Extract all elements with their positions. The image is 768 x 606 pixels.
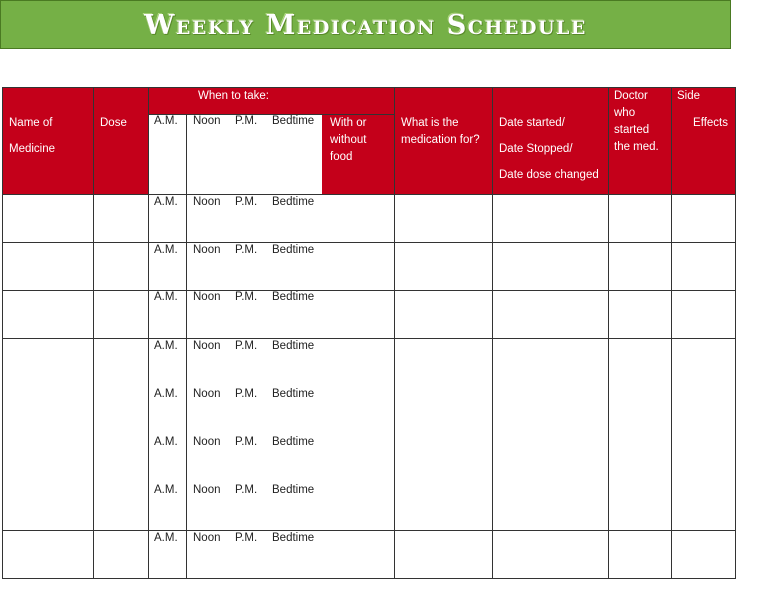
header-dates-line-1: Date started/	[499, 117, 565, 129]
header-when-to-take: When to take:	[198, 90, 269, 102]
time-label-noon: Noon	[193, 484, 221, 496]
header-background-when	[148, 87, 394, 114]
time-label-bedtime: Bedtime	[272, 291, 315, 303]
row-separator	[2, 194, 735, 195]
time-label-am: A.M.	[154, 340, 178, 352]
table-bottom-border	[2, 578, 736, 579]
row-separator	[2, 530, 735, 531]
time-label-bedtime: Bedtime	[272, 196, 315, 208]
column-separator	[671, 87, 672, 578]
time-label-am: A.M.	[154, 532, 178, 544]
time-label-am: A.M.	[154, 388, 178, 400]
row-separator	[2, 242, 735, 243]
time-label-noon: Noon	[193, 291, 221, 303]
header-dates-line-2: Date Stopped/	[499, 143, 573, 155]
header-doctor-line-4: the med.	[614, 141, 659, 153]
header-doctor-line-2: who	[614, 107, 636, 119]
table-top-border	[2, 87, 735, 88]
header-what-is-medication-for	[401, 115, 480, 149]
time-label-bedtime: Bedtime	[272, 388, 315, 400]
column-separator	[93, 87, 94, 578]
time-label-am: A.M.	[154, 291, 178, 303]
time-label-pm: P.M.	[235, 436, 258, 448]
column-separator	[492, 87, 493, 578]
header-subrow-line	[148, 114, 394, 115]
header-doctor-line-1: Doctor	[614, 90, 648, 102]
header-dates	[499, 115, 599, 184]
header-food-line-1: With or	[330, 117, 367, 129]
time-label-pm: P.M.	[235, 532, 258, 544]
time-label-am: A.M.	[154, 436, 178, 448]
time-label-am: A.M.	[154, 196, 178, 208]
header-time-am: A.M.	[154, 115, 178, 127]
time-label-pm: P.M.	[235, 484, 258, 496]
row-separator	[2, 338, 735, 339]
header-food-line-2: without	[330, 134, 367, 146]
time-label-bedtime: Bedtime	[272, 340, 315, 352]
header-name-line-2: Medicine	[9, 143, 56, 155]
column-separator	[394, 87, 395, 578]
header-time-noon: Noon	[193, 115, 221, 127]
column-separator-am	[186, 114, 187, 578]
time-label-noon: Noon	[193, 244, 221, 256]
time-label-noon: Noon	[193, 532, 221, 544]
time-label-pm: P.M.	[235, 291, 258, 303]
header-what-for-line-1: What is the	[401, 117, 459, 129]
header-dose: Dose	[100, 117, 127, 129]
header-time-bedtime: Bedtime	[272, 115, 315, 127]
header-dates-line-3: Date dose changed	[499, 169, 599, 181]
time-label-bedtime: Bedtime	[272, 436, 315, 448]
time-label-noon: Noon	[193, 388, 221, 400]
time-label-noon: Noon	[193, 436, 221, 448]
header-side-effects	[677, 88, 735, 132]
time-label-bedtime: Bedtime	[272, 484, 315, 496]
header-with-or-without-food	[330, 115, 366, 166]
row-separator	[2, 290, 735, 291]
header-food-line-3: food	[330, 151, 353, 163]
time-label-noon: Noon	[193, 340, 221, 352]
table-left-border	[2, 87, 3, 578]
time-label-pm: P.M.	[235, 340, 258, 352]
header-side-line-1: Side	[677, 90, 701, 102]
header-what-for-line-2: medication for?	[401, 134, 480, 146]
time-label-bedtime: Bedtime	[272, 532, 315, 544]
header-side-line-2: Effects	[693, 117, 728, 129]
header-doctor-line-3: started	[614, 124, 650, 136]
time-label-noon: Noon	[193, 196, 221, 208]
table-right-border	[735, 87, 736, 579]
column-separator	[148, 87, 149, 578]
time-label-am: A.M.	[154, 484, 178, 496]
header-name-line-1: Name of	[9, 117, 53, 129]
column-separator	[608, 87, 609, 578]
time-label-bedtime: Bedtime	[272, 244, 315, 256]
header-time-pm: P.M.	[235, 115, 258, 127]
time-label-pm: P.M.	[235, 196, 258, 208]
page-title: Weekly Medication Schedule	[144, 10, 587, 41]
header-name-of-medicine	[9, 115, 55, 158]
time-label-pm: P.M.	[235, 244, 258, 256]
time-label-pm: P.M.	[235, 388, 258, 400]
time-label-am: A.M.	[154, 244, 178, 256]
header-doctor-who-started	[614, 88, 659, 156]
